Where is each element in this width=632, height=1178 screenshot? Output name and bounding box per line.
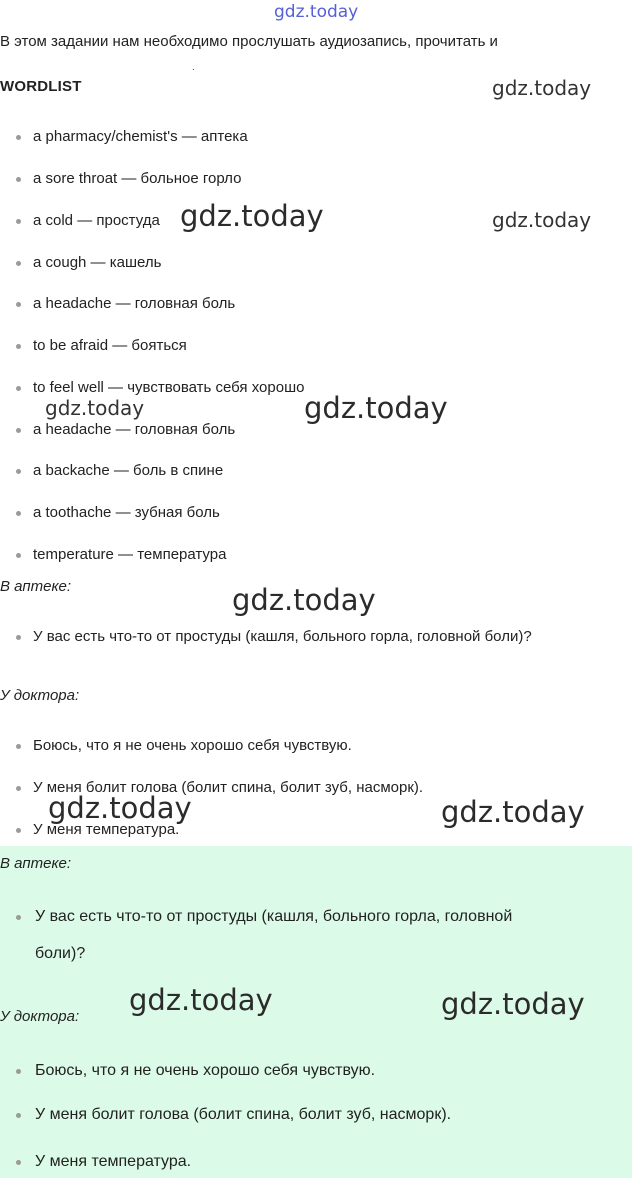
bullet-icon — [16, 915, 21, 920]
bullet-icon — [16, 1160, 21, 1165]
bullet-icon — [16, 177, 21, 182]
bullet-icon — [16, 386, 21, 391]
watermark: gdz.today — [492, 208, 592, 232]
bullet-icon — [16, 135, 21, 140]
watermark: gdz.today — [304, 391, 448, 425]
bullet-icon — [16, 511, 21, 516]
bullet-icon — [16, 553, 21, 558]
wordlist-heading: WORDLIST — [0, 78, 82, 95]
doctor-label: У доктора: — [0, 687, 80, 704]
bullet-icon — [16, 744, 21, 749]
watermark: gdz.today — [274, 2, 359, 22]
bullet-icon — [16, 635, 21, 640]
watermark: gdz.today — [129, 983, 273, 1017]
dot-mark: . — [192, 62, 195, 73]
bullet-icon — [16, 469, 21, 474]
bullet-icon — [16, 786, 21, 791]
bullet-icon — [16, 1069, 21, 1074]
bullet-icon — [16, 344, 21, 349]
bullet-icon — [16, 1113, 21, 1118]
pharmacy-label: В аптеке: — [0, 578, 72, 595]
bullet-icon — [16, 428, 21, 433]
watermark: gdz.today — [441, 795, 585, 829]
doctor-label: У доктора: — [0, 1008, 80, 1025]
bullet-icon — [16, 261, 21, 266]
bullet-icon — [16, 302, 21, 307]
intro-text: В этом задании нам необходимо прослушать аудиозапись, прочитать и — [0, 33, 498, 50]
watermark: gdz.today — [48, 791, 192, 825]
answer-card: В аптеке: У вас есть что-то от простуды (кашля, больного горла, головной боли)? У доктора: Боюсь, что я не очень хорошо себя чувствую. У меня болит голова (болит спина, болит зуб, насморк). У меня температура. — [0, 846, 632, 1178]
watermark: gdz.today — [180, 199, 324, 233]
watermark: gdz.today — [492, 76, 592, 100]
watermark: gdz.today — [45, 396, 145, 420]
watermark: gdz.today — [441, 987, 585, 1021]
bullet-icon — [16, 219, 21, 224]
pharmacy-label: В аптеке: — [0, 855, 72, 872]
watermark: gdz.today — [232, 583, 376, 617]
bullet-icon — [16, 828, 21, 833]
